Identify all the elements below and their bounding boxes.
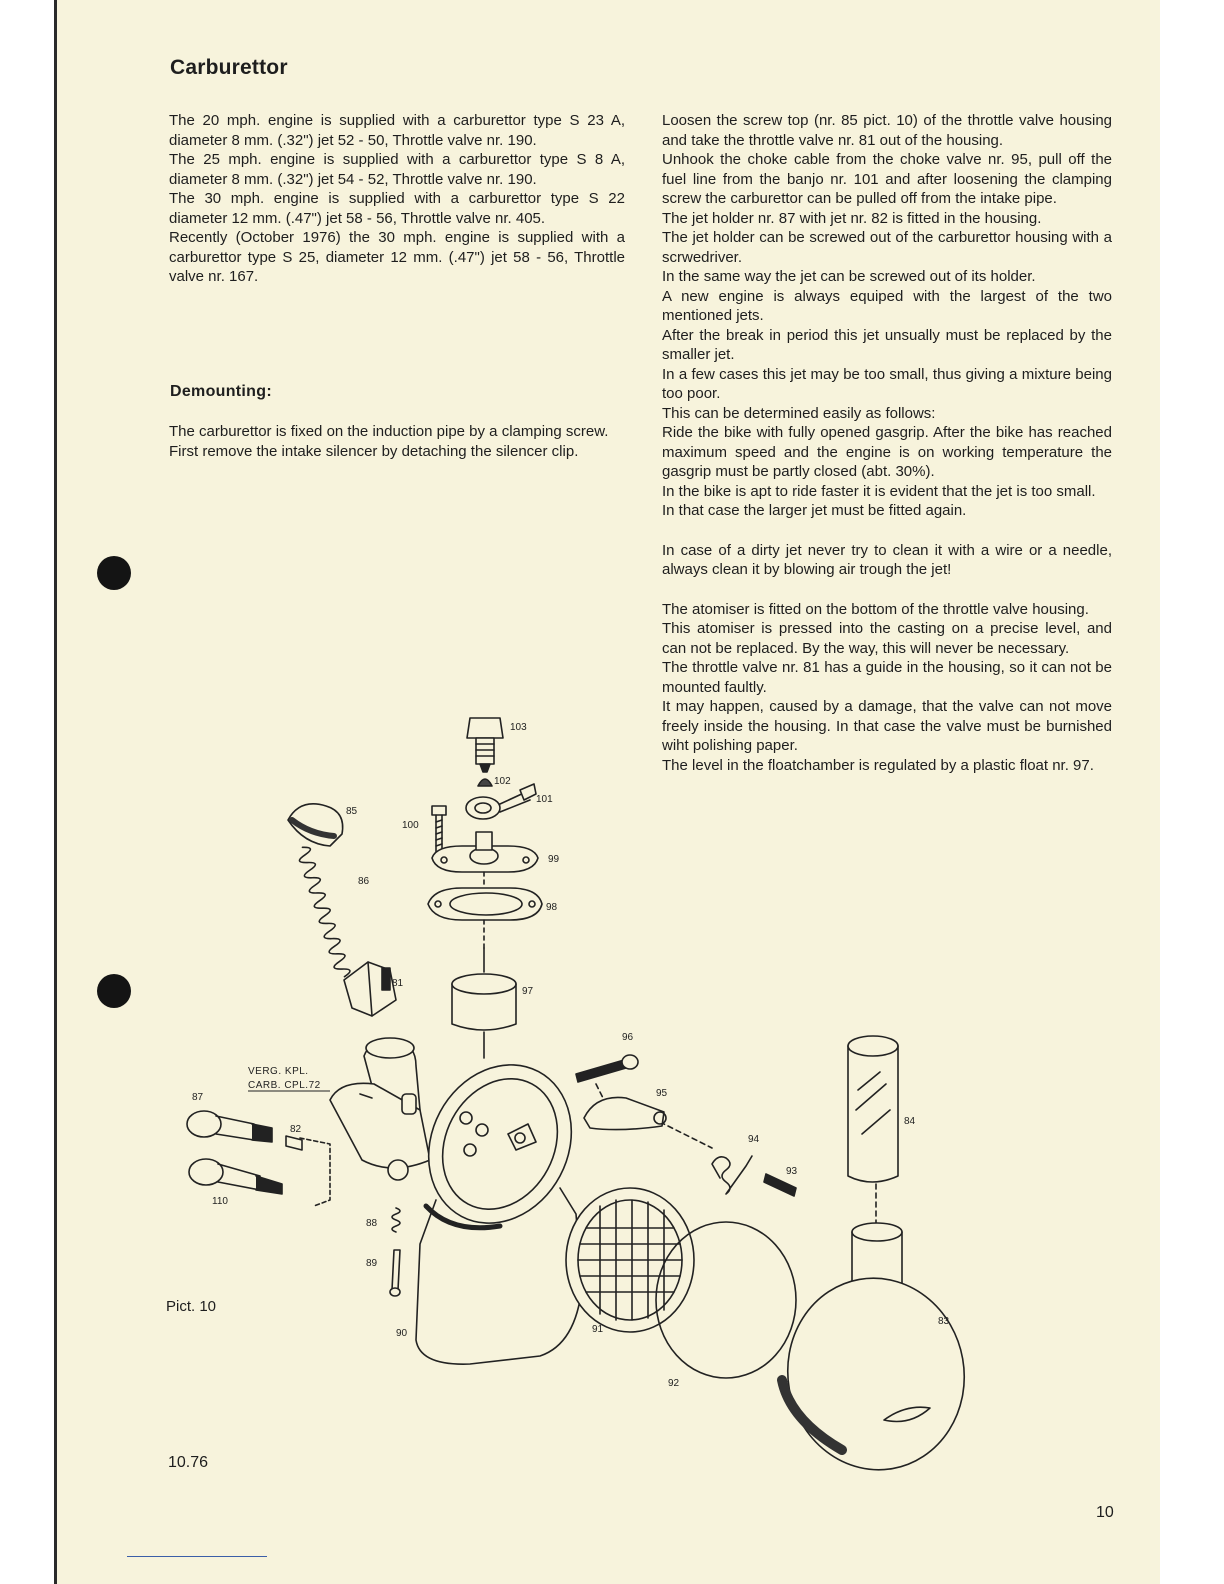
label-94: 94 [748,1134,760,1145]
label-84: 84 [904,1116,916,1127]
paragraph: This atomiser is pressed into the casting on a precise level, and can not be replaced. By the way, this will never be necessary. [662,620,1112,657]
label-98: 98 [546,902,558,913]
label-97: 97 [522,986,534,997]
part-103-banjo-bolt [467,718,503,772]
part-94-spring [712,1156,752,1194]
paragraph: Recently (October 1976) the 30 mph. engine is supplied with a carburettor type S 25, diameter 12 mm. (.47") jet 58 - 56, Throttle valve nr. 167. [169,229,625,285]
paragraph: First remove the intake silencer by detaching the silencer clip. [169,442,579,460]
part-101-banjo [466,784,536,819]
paragraph: Unhook the choke cable from the choke valve nr. 95, pull off the fuel line from the banjo nr. 101 and after loosening the clamping screw the carburettor can be pulled off from the intake pipe. [662,151,1112,207]
paragraph: The 25 mph. engine is supplied with a carburettor type S 8 A, diameter 8 mm. (.32") jet 54 - 52, Throttle valve nr. 190. [169,151,625,188]
label-102: 102 [494,776,511,787]
part-97-float [452,948,516,1058]
part-95-choke-valve [584,1097,666,1129]
paragraph: The carburettor is fixed on the induction pipe by a clamping screw. [169,423,609,440]
part-84-tube [848,1036,898,1182]
paragraph: Loosen the screw top (nr. 85 pict. 10) of the throttle valve housing and take the throttle valve nr. 81 out of the housing. [662,112,1112,149]
paragraph: The throttle valve nr. 81 has a guide in the housing, so it can not be mounted faultly. [662,659,1112,696]
paragraph: A new engine is always equiped with the largest of the two mentioned jets. [662,287,1112,324]
paragraph: In a few cases this jet may be too small, thus giving a mixture being too poor. [662,365,1112,402]
label-82: 82 [290,1124,302,1135]
part-93-screw [764,1174,796,1196]
label-86: 86 [358,876,370,887]
paragraph: The level in the floatchamber is regulated by a plastic float nr. 97. [662,756,1094,774]
figure-caption: Pict. 10 [166,1298,217,1315]
paragraph: In that case the larger jet must be fitted again. [662,502,967,519]
paragraph: The 30 mph. engine is supplied with a carburettor type S 22 diameter 12 mm. (.47") jet 58 - 56, Throttle valve nr. 405. [169,190,625,227]
label-89: 89 [366,1258,378,1269]
assembly-label-english: CARB. CPL.72 [248,1080,321,1091]
part-85-cap [288,804,343,846]
part-87-jet-holder [187,1111,272,1142]
paragraph: This can be determined easily as follows: [662,404,936,422]
label-95: 95 [656,1088,668,1099]
part-83-silencer [773,1223,980,1484]
footer-rule [127,1556,267,1557]
label-90: 90 [396,1328,408,1339]
part-96-screw [576,1055,638,1082]
paragraph: After the break in period this jet unsually must be replaced by the smaller jet. [662,326,1112,363]
part-100-screw [432,806,446,852]
part-98-gasket [428,888,542,920]
label-85: 85 [346,806,358,817]
label-110: 110 [212,1196,228,1207]
part-81-throttle-valve [344,962,396,1016]
label-83: 83 [938,1316,950,1327]
carburettor-body [330,1038,599,1248]
label-100: 100 [402,820,419,831]
label-81: 81 [392,978,404,989]
paragraph: The atomiser is fitted on the bottom of the throttle valve housing. [662,600,1089,618]
part-89-screw [390,1250,400,1296]
paragraph: The jet holder nr. 87 with jet nr. 82 is fitted in the housing. [662,209,1042,227]
part-91-filter [566,1188,694,1332]
part-110-screw [189,1159,282,1194]
label-101: 101 [536,794,553,805]
page-number: 10 [1096,1504,1114,1521]
paragraph: Ride the bike with fully opened gasgrip. After the bike has reached maximum speed and the engine is on working temperature the gasgrip must be partly closed (abt. 30%). [662,424,1112,480]
page-title: Carburettor [170,56,288,79]
label-88: 88 [366,1218,378,1229]
paragraph: The jet holder can be screwed out of the carburettor housing with a scrwedriver. [662,229,1112,266]
label-96: 96 [622,1032,634,1043]
part-99-cover [432,832,538,872]
paragraph: The 20 mph. engine is supplied with a carburettor type S 23 A, diameter 8 mm. (.32") jet 52 - 50, Throttle valve nr. 190. [169,112,625,149]
label-91: 91 [592,1324,604,1335]
assembly-label-dutch: VERG. KPL. [248,1066,309,1077]
paragraph: In the same way the jet can be screwed out of its holder. [662,268,1036,285]
label-99: 99 [548,854,560,865]
part-102-washer [478,779,492,786]
paragraph: It may happen, caused by a damage, that the valve can not move freely inside the housing. In that case the valve must be burnished wiht polishing paper. [662,698,1112,754]
paragraph: In the bike is apt to ride faster it is evident that the jet is too small. [662,482,1096,500]
section-heading-demounting: Demounting: [170,383,272,400]
label-87: 87 [192,1092,204,1103]
revision-date: 10.76 [168,1454,209,1471]
label-93: 93 [786,1166,798,1177]
part-88-spring [392,1208,400,1232]
part-86-spring [296,845,351,979]
label-92: 92 [668,1378,680,1389]
paragraph: In case of a dirty jet never try to clean it with a wire or a needle, always clean it by blowing air trough the jet! [662,541,1112,578]
label-103: 103 [510,722,527,733]
